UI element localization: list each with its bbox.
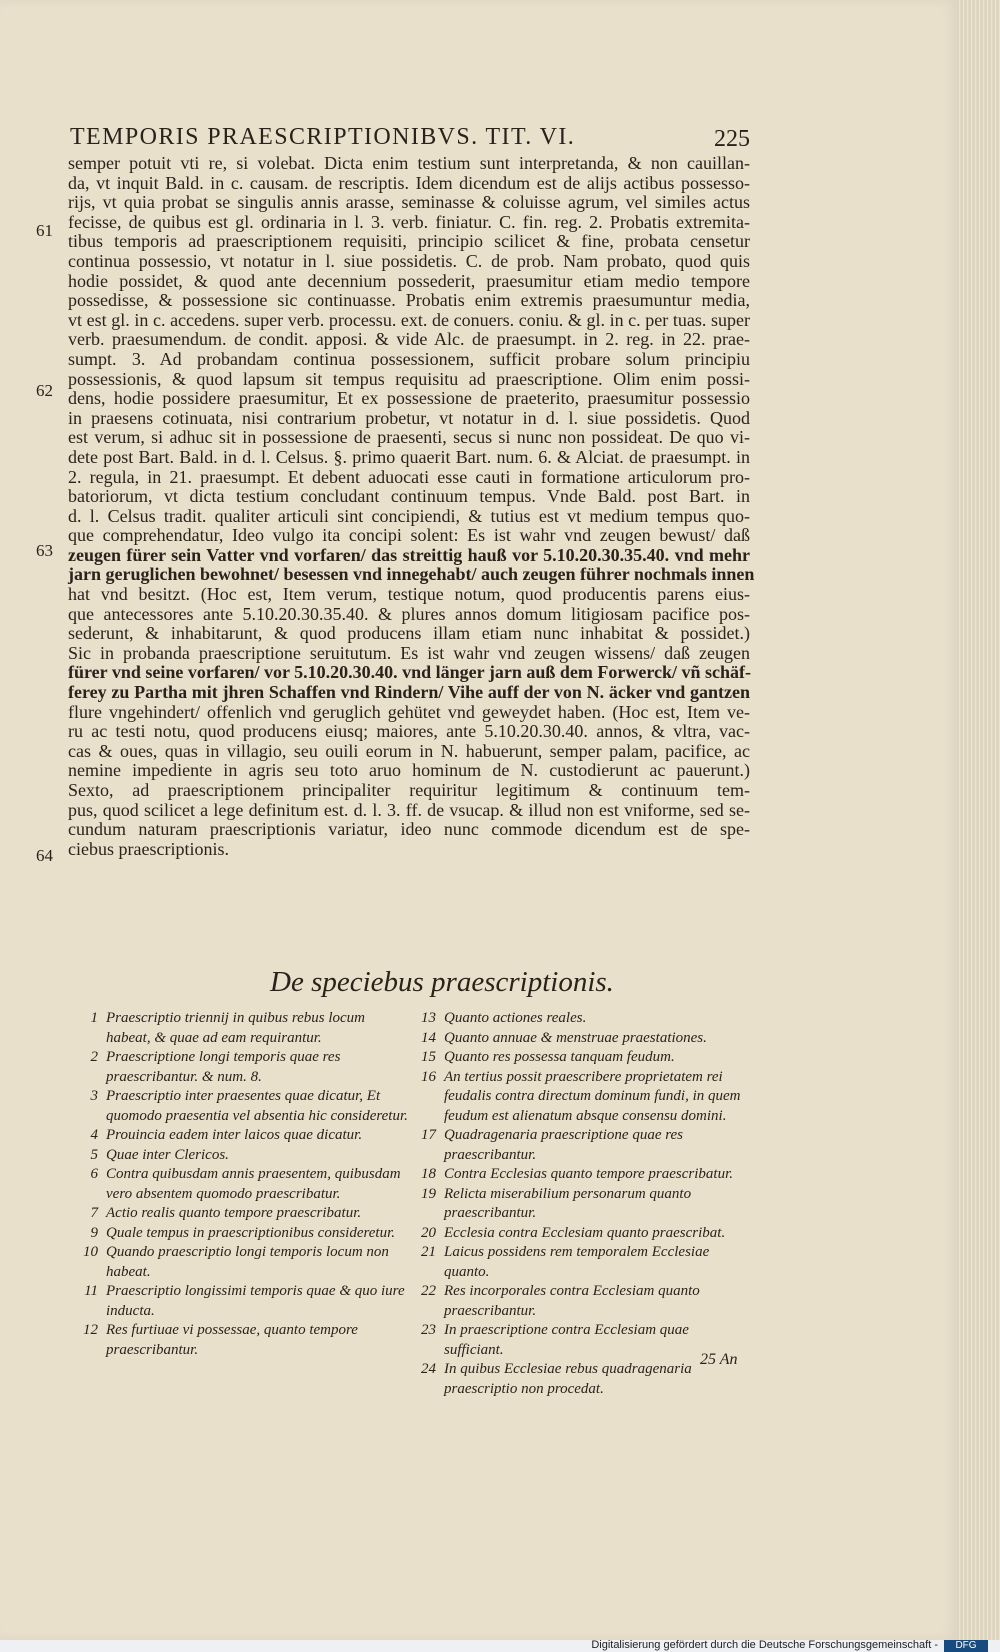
text-line: ciebus praescriptionis. [68, 838, 229, 859]
index-entry [76, 1126, 410, 1146]
entry-text: In praescriptione contra Ecclesiam quae sufficiant. [444, 1322, 689, 1358]
text-line: Sic in probanda praescriptione seruitutum. Es ist wahr vnd zeugen wissens/ daß zeugen [68, 642, 750, 663]
catchword: 25 An [700, 1351, 738, 1368]
index-entry [414, 1029, 752, 1049]
entry-text: An tertius possit praescribere proprietatem rei feudalis contra directum dominum fundi, in quem feudum est alienatum absque consensu domini. [444, 1068, 741, 1124]
index-entry [76, 1087, 410, 1126]
text-line: 2. regula, in 21. praesumpt. Et debent aduocati esse cauti in formatione articulorum pro- [68, 466, 750, 487]
index-entry [76, 1048, 410, 1087]
entry-text: Quanto actiones reales. [444, 1010, 587, 1026]
entry-text: Laicus possidens rem temporalem Ecclesiae quanto. [444, 1244, 710, 1280]
text-line-german: zeugen fürer sein Vatter vnd vorfaren/ das streittig hauß vor 5.10.20.30.35.40. vnd mehr [68, 544, 750, 565]
entry-number: 5 [90, 1146, 98, 1163]
entry-number: 16 [421, 1068, 436, 1085]
entry-text: Ecclesia contra Ecclesiam quanto praescribat. [444, 1224, 726, 1241]
entry-number: 14 [421, 1029, 436, 1046]
index-entry [414, 1185, 752, 1224]
entry-number: 2 [90, 1049, 98, 1065]
text-line: dens, hodie possidere praesumitur, Et ex possessione de praeterito, praesumitur possessio [68, 388, 750, 409]
entry-number: 6 [90, 1166, 98, 1182]
text-line: da, vt inquit Bald. in c. causam. de rescriptis. Idem dicendum est de alijs actibus possesso- [68, 172, 750, 193]
index-entry [414, 1068, 752, 1127]
index-entry [414, 1048, 752, 1068]
text-line: hodie possidet, & quod ante decennium possederit, praesumitur etiam medio tempore [68, 270, 750, 291]
index-entry [414, 1009, 752, 1029]
index-entry [414, 1126, 752, 1165]
text-line: que antecessores ante 5.10.20.30.35.40. & plures annos domum litigiosam pacifice pos- [68, 603, 750, 624]
index-entry [414, 1243, 752, 1282]
text-line: ru ac testi notu, quod producens eiusq; maiores, ante 5.10.20.30.40. annos, & vltra, vac- [68, 721, 750, 742]
text-line: que comprehendatur, Ideo vulgo ita concipi solent: Es ist wahr vnd zeugen bewust/ daß [68, 525, 750, 546]
dfg-logo[interactable]: DFG [944, 1640, 988, 1652]
entry-number: 7 [90, 1205, 98, 1221]
text-line: batoriorum, vt dicta testium concludant continuum tempus. Vnde Bald. post Bart. in [68, 486, 750, 507]
text-line: hat vnd besitzt. (Hoc est, Item verum, testique notum, quod producentis parens eius- [68, 584, 750, 605]
body-text [68, 153, 755, 859]
entry-text: Quae inter Clericos. [106, 1146, 229, 1163]
entry-number: 13 [421, 1010, 436, 1026]
text-line: possessionis, & quod lapsum sit tempus requisitu ad praescriptione. Olim enim possi- [68, 368, 750, 389]
text-line: flure vngehindert/ offenlich vnd geruglich gehütet vnd geweydet haben. (Hoc est, Item ve- [68, 701, 750, 722]
text-line: rijs, vt quia probat se singulis annis arasse, seminasse & coluisse agrum, vel similes actus [68, 192, 750, 213]
running-title: TEMPORIS PRAESCRIPTIONIBVS. TIT. VI. [70, 124, 576, 150]
text-line: verb. praesumendum. de condit. apposi. & vide Alc. de praesumpt. in 2. reg. in 22. prae- [68, 329, 750, 350]
margin-number-63: 63 [36, 541, 53, 560]
entry-text: Praescriptio triennij in quibus rebus locum habeat, & quae ad eam requirantur. [106, 1010, 366, 1046]
margin-number-62: 62 [36, 381, 53, 400]
summary-index-left [76, 1009, 410, 1360]
entry-text: Praescriptio longissimi temporis quae & quo iure inducta. [106, 1283, 405, 1319]
entry-text: Prouincia eadem inter laicos quae dicatur. [106, 1127, 363, 1143]
index-entry [414, 1165, 752, 1185]
page-header [70, 120, 750, 154]
text-line: Sexto, ad praescriptionem principaliter requiritur legitimum & continuum tem- [68, 780, 750, 800]
entry-number: 20 [421, 1224, 436, 1241]
text-line: pus, quod scilicet a lege definitum est. d. l. 3. ff. de vsucap. & illud non est vniforme, sed se- [68, 799, 750, 820]
entry-number: 22 [421, 1283, 436, 1299]
text-line: dete post Bart. Bald. in d. l. Celsus. §. primo quaerit Bart. num. 6. & Alciat. de praesumpt. in [68, 446, 750, 467]
text-line: tibus temporis ad praescriptionem requisiti, principio scilicet & fine, probata censetur [68, 231, 750, 252]
text-line: nemine impediente in agris seu toto aruo hominum de N. custodierunt ac pauerunt.) [68, 760, 750, 781]
entry-text: Praescriptio inter praesentes quae dicatur, Et quomodo praesentia vel absentia hic consideretur. [106, 1088, 408, 1124]
text-line: cundum naturam praescriptionis variatur, ideo nunc commode dicendum est de spe- [68, 819, 750, 840]
entry-number: 9 [90, 1224, 98, 1241]
margin-number-61: 61 [36, 221, 53, 240]
entry-text: Quanto res possessa tanquam feudum. [444, 1049, 675, 1065]
entry-number: 21 [421, 1244, 436, 1260]
entry-number: 24 [421, 1361, 436, 1377]
entry-number: 4 [90, 1127, 98, 1143]
index-entry [76, 1243, 410, 1282]
entry-number: 12 [83, 1322, 98, 1338]
entry-text: Quando praescriptio longi temporis locum non habeat. [106, 1244, 389, 1280]
text-line: est verum, si adhuc sit in possessione de praesenti, secus si nunc non possideat. De quo vi- [68, 427, 750, 448]
page-edge [956, 0, 1000, 1640]
entry-text: Contra quibusdam annis praesentem, quibusdam vero absentem quomodo praescribatur. [106, 1166, 401, 1202]
page-number: 225 [714, 126, 750, 152]
entry-number: 19 [421, 1185, 436, 1202]
entry-text: Quadragenaria praescriptione quae res praescribantur. [444, 1127, 684, 1163]
entry-number: 18 [421, 1166, 436, 1182]
index-entry [76, 1165, 410, 1204]
entry-text: Quale tempus in praescriptionibus consideretur. [106, 1224, 396, 1241]
text-line: vt est gl. in c. accedens. super verb. processu. ext. de conuers. coniu. & gl. in c. per tuas. super [68, 309, 750, 330]
index-entry [76, 1282, 410, 1321]
section-title: De speciebus praescriptionis. [270, 966, 614, 998]
entry-text: Contra Ecclesias quanto tempore praescribatur. [444, 1166, 734, 1182]
index-entry [414, 1282, 752, 1321]
entry-number: 17 [421, 1127, 436, 1143]
text-line: continua possessio, vt notatur in l. siue possidetis. C. de prob. Nam probato, quod quis [68, 250, 750, 271]
text-line: possedisse, & possessione sic continuasse. Probatis enim extremis praesumuntur media, [68, 290, 750, 311]
entry-text: In quibus Ecclesiae rebus quadragenaria praescriptio non procedat. [444, 1361, 692, 1397]
text-line: semper potuit vti re, si volebat. Dicta enim testium sunt interpretanda, & non cauillan- [68, 153, 750, 173]
index-entry [76, 1321, 410, 1360]
entry-number: 23 [421, 1322, 436, 1338]
text-line-german: ferey zu Partha mit jhren Schaffen vnd Rindern/ Vihe auff der von N. äcker vnd gantzen [68, 682, 750, 703]
text-line-german: fürer vnd seine vorfaren/ vor 5.10.20.30.40. vnd länger jarn auß dem Forwerck/ vñ schäf- [68, 662, 751, 683]
index-entry [414, 1224, 752, 1244]
text-line: fecisse, de quibus est gl. ordinaria in l. 3. verb. finiatur. C. fin. reg. 2. Probatis extremita- [68, 211, 750, 232]
funding-notice: Digitalisierung gefördert durch die Deutsche Forschungsgemeinschaft - [591, 1639, 938, 1651]
entry-text: Quanto annuae & menstruae praestationes. [444, 1029, 707, 1046]
index-entry [76, 1146, 410, 1166]
index-entry [76, 1009, 410, 1048]
text-line: sederunt, & inhabitarunt, & quod producens illam etiam nunc inhabitat & possidet.) [68, 623, 750, 644]
index-entry [76, 1204, 410, 1224]
entry-text: Res furtiuae vi possessae, quanto tempore praescribantur. [106, 1322, 358, 1358]
entry-text: Relicta miserabilium personarum quanto praescribantur. [444, 1185, 692, 1221]
text-line: in praesens cotinuata, nisi contrarium probetur, vt notatur in d. l. siue possidetis. Quod [68, 407, 750, 428]
entry-text: Praescriptione longi temporis quae res praescribantur. & num. 8. [106, 1049, 341, 1085]
entry-number: 15 [421, 1049, 436, 1065]
text-line: cas & oues, quas in villagio, seu ouili eorum in N. habuerunt, semper palam, pacifice, ac [68, 740, 750, 761]
text-line-german: jarn geruglichen bewohnet/ besessen vnd innegehabt/ auch zeugen führer nochmals innen [68, 564, 755, 585]
index-entry [76, 1224, 410, 1244]
margin-number-64: 64 [36, 846, 53, 865]
entry-number: 10 [83, 1244, 98, 1260]
text-line: sumpt. 3. Ad probandam continua possessionem, sufficit probare solum principiu [68, 348, 750, 369]
entry-text: Actio realis quanto tempore praescribatur. [106, 1205, 362, 1221]
entry-text: Res incorporales contra Ecclesiam quanto praescribantur. [444, 1283, 700, 1319]
entry-number: 3 [90, 1088, 98, 1104]
entry-number: 1 [90, 1010, 98, 1026]
entry-number: 11 [84, 1283, 98, 1299]
summary-index-right [414, 1009, 752, 1399]
text-line: d. l. Celsus tradit. qualiter articuli sint concipiendi, & tutius est vt medium tempus quo- [68, 505, 750, 526]
